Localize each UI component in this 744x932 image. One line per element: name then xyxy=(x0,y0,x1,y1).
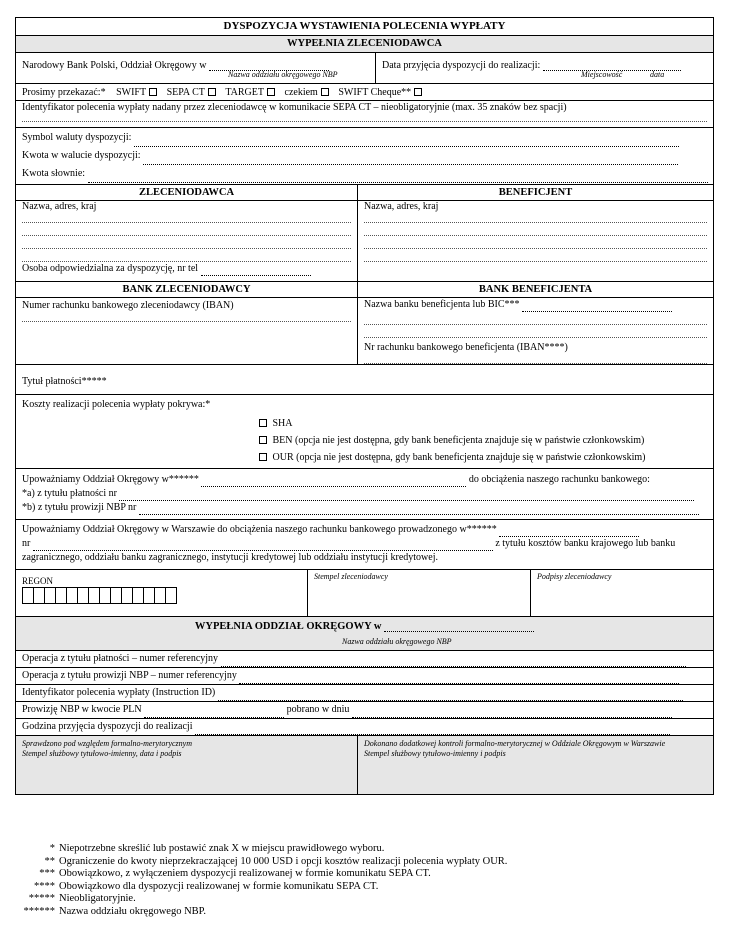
date-field[interactable] xyxy=(375,53,713,83)
beneficiary-iban-label: Nr rachunku bankowego beneficjenta (IBAN****) xyxy=(364,342,568,353)
footnote: **** Obowiązkowo dla dyspozycji realizowanej w formie komunikatu SEPA CT. xyxy=(34,880,379,892)
authorization-branch-field[interactable]: Upoważniamy Oddział Okręgowy w****** do obciążenia naszego rachunku bankowego: xyxy=(22,474,650,485)
nbp-branch-hint: Nazwa oddziału okręgowego NBP xyxy=(228,70,338,79)
branch-date-row xyxy=(16,53,713,84)
option-sepa-ct[interactable]: SEPA CT xyxy=(167,87,219,98)
costs-block xyxy=(16,398,713,469)
payer-header: ZLECENIODAWCA xyxy=(16,185,357,201)
footnote: * Niepotrzebne skreślić lub postawić znak X w miejscu prawidłowego wyboru. xyxy=(49,843,385,854)
section-branch-header: WYPEŁNIA ODDZIAŁ OKRĘGOWY w Nazwa oddziału okręgowego NBP xyxy=(16,617,713,651)
authorization-warsaw-text: zagranicznego, oddziału banku zagranicznego, instytucji kredytowej lub oddziału instytucji kredytowej. xyxy=(22,552,438,563)
responsible-person-field[interactable]: Osoba odpowiedzialna za dyspozycję, nr tel xyxy=(16,262,357,276)
date-hint-date: data xyxy=(650,70,665,79)
beneficiary-bank-header: BANK BENEFICJENTA xyxy=(358,282,713,298)
payment-order-form xyxy=(15,17,714,795)
beneficiary-bank-column xyxy=(357,282,713,364)
payer-iban-input[interactable] xyxy=(22,312,351,322)
beneficiary-iban-input[interactable] xyxy=(364,354,707,364)
option-target[interactable]: TARGET xyxy=(225,87,278,98)
date-hint-place: Miejscowość xyxy=(581,70,623,79)
regon-label: REGON xyxy=(22,576,53,586)
beneficiary-column xyxy=(357,185,713,281)
payer-name-label: Nazwa, adres, kraj xyxy=(22,201,97,212)
nbp-branch-field[interactable] xyxy=(16,53,375,83)
transfer-label: Prosimy przekazać:* xyxy=(22,87,106,98)
beneficiary-address-lines[interactable] xyxy=(358,213,713,262)
amount-words-field[interactable]: Kwota słownie: xyxy=(16,165,713,183)
payer-signatures-area: Podpisy zleceniodawcy xyxy=(530,570,713,616)
amount-field[interactable]: Kwota w walucie dyspozycji: xyxy=(16,147,713,165)
instruction-id-field[interactable]: Identyfikator polecenia wypłaty (Instruction ID) xyxy=(16,685,713,702)
ref-fee-field[interactable]: Operacja z tytułu prowizji NBP – numer referencyjny xyxy=(16,668,713,685)
regon-input[interactable] xyxy=(22,587,301,607)
regon-stamp-block xyxy=(16,570,713,617)
section-branch-hint: Nazwa oddziału okręgowego NBP xyxy=(342,637,452,646)
payer-bank-header: BANK ZLECENIODAWCY xyxy=(16,282,357,298)
footnote: ** Ograniczenie do kwoty nieprzekraczającej 10 000 USD i opcji kosztów realizacji polecenia wypłaty OUR. xyxy=(44,855,508,867)
footnotes xyxy=(15,843,507,919)
footnote: ***** Nieobligatoryjnie. xyxy=(28,893,136,905)
verification-right: Dokonano dodatkowej kontroli formalno-merytorycznej w Oddziale Okręgowym w Warszawie Stempel służbowy tytułowo-imienny i podpis xyxy=(357,736,713,794)
banks-block xyxy=(16,282,713,365)
option-cheque[interactable]: czekiem xyxy=(285,87,332,98)
beneficiary-bank-name-field[interactable]: Nazwa banku beneficjenta lub BIC*** xyxy=(358,298,713,312)
cost-option-our[interactable]: OUR (opcja nie jest dostępna, gdy bank beneficjenta znajduje się w państwie członkowskim) xyxy=(256,449,713,466)
form-title: DYSPOZYCJA WYSTAWIENIA POLECENIA WYPŁATY xyxy=(16,18,713,36)
transfer-method-row xyxy=(16,84,713,101)
payer-stamp-area: Stempel zleceniodawcy xyxy=(307,570,530,616)
beneficiary-name-label: Nazwa, adres, kraj xyxy=(364,201,439,212)
identifier-label: Identyfikator polecenia wypłaty nadany przez zleceniodawcę w komunikacie SEPA CT – nieobligatoryjnie (max. 35 znaków bez spacji) xyxy=(22,102,567,113)
payer-address-lines[interactable] xyxy=(16,213,357,262)
payer-column xyxy=(16,185,357,281)
authorization-warsaw-field[interactable]: Upoważniamy Oddział Okręgowy w Warszawie do obciążenia naszego rachunku bankowego prowadzonego w****** xyxy=(16,523,713,537)
authorization-warsaw-nr[interactable]: nr z tytułu kosztów banku krajowego lub banku xyxy=(22,538,676,549)
verification-left: Sprawdzono pod względem formalno-merytorycznym Stempel służbowy tytułowo-imienny, data i podpis xyxy=(22,739,192,758)
parties-block xyxy=(16,185,713,282)
amount-block xyxy=(16,128,713,185)
date-label: Data przyjęcia dyspozycji do realizacji: xyxy=(382,60,541,71)
authorization-payment-nr[interactable]: *a) z tytułu płatności nr xyxy=(16,487,713,501)
beneficiary-header: BENEFICJENT xyxy=(358,185,713,201)
authorization-warsaw-block xyxy=(16,520,713,570)
payer-iban-label: Numer rachunku bankowego zleceniodawcy (IBAN) xyxy=(22,300,234,311)
currency-field[interactable]: Symbol waluty dyspozycji: xyxy=(16,129,713,147)
cost-option-ben[interactable]: BEN (opcja nie jest dostępna, gdy bank beneficjenta znajduje się w państwie członkowskim) xyxy=(256,432,713,449)
authorization-branch-block xyxy=(16,469,713,520)
acceptance-time-field[interactable]: Godzina przyjęcia dyspozycji do realizacji xyxy=(16,719,713,736)
option-swift[interactable]: SWIFT xyxy=(116,87,160,98)
nbp-branch-label: Narodowy Bank Polski, Oddział Okręgowy w xyxy=(22,60,207,71)
verification-block xyxy=(16,736,713,794)
footnote: ****** Nazwa oddziału okręgowego NBP. xyxy=(23,905,206,917)
regon-column xyxy=(16,570,307,616)
option-swift-cheque[interactable]: SWIFT Cheque** xyxy=(338,87,425,98)
ref-payment-field[interactable]: Operacja z tytułu płatności – numer referencyjny xyxy=(16,651,713,668)
identifier-row[interactable] xyxy=(16,101,713,128)
payer-bank-column xyxy=(16,282,357,364)
fee-amount-field[interactable]: Prowizję NBP w kwocie PLN pobrano w dniu xyxy=(16,702,713,719)
section-client-header: WYPEŁNIA ZLECENIODAWCA xyxy=(16,36,713,53)
regon-digit-box[interactable] xyxy=(165,587,177,604)
footnote: *** Obowiązkowo, z wyłączeniem dyspozycji realizowanej w formie komunikatu SEPA CT. xyxy=(39,868,431,880)
payment-title-field[interactable]: Tytuł płatności***** xyxy=(16,365,713,395)
authorization-fee-nr[interactable]: *b) z tytułu prowizji NBP nr xyxy=(16,501,713,515)
costs-label: Koszty realizacji polecenia wypłaty pokrywa:* xyxy=(22,399,211,410)
cost-option-sha[interactable]: SHA xyxy=(256,415,713,432)
